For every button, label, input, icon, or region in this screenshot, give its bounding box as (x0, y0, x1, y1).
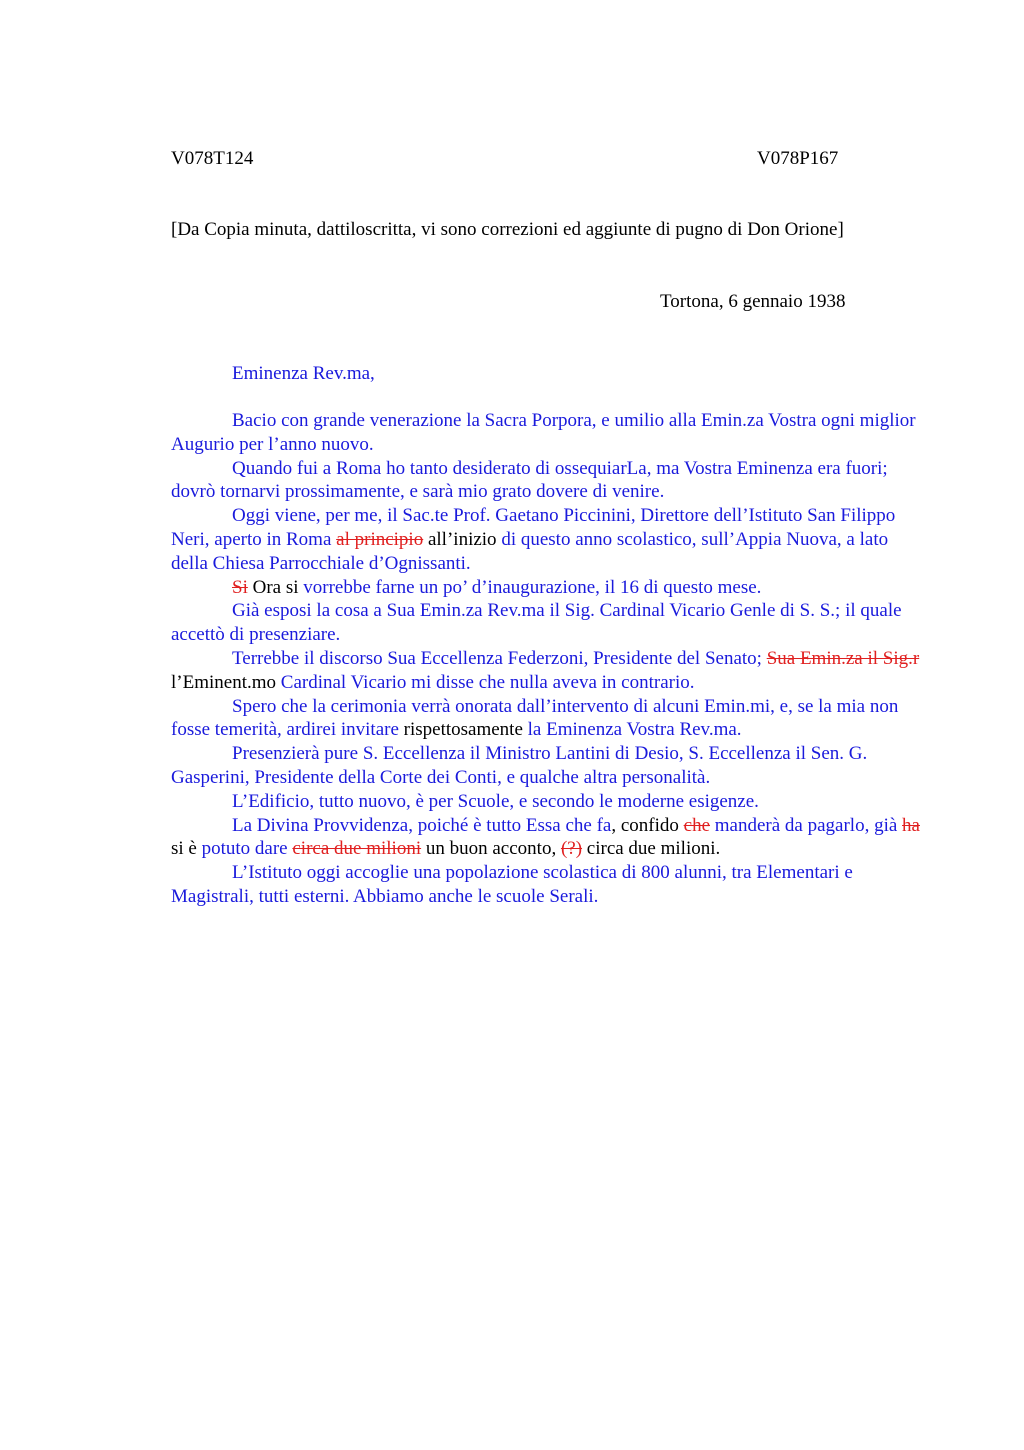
handwritten-addition: l’Eminent.mo (171, 671, 281, 693)
handwritten-addition: un buon acconto, (421, 838, 561, 860)
letter-paragraph (171, 790, 923, 814)
salutation: Eminenza Rev.ma, (232, 363, 375, 384)
typed-text: Già esposi la cosa a Sua Emin.za Rev.ma il Sig. Cardinal Vicario Genle di S. S.; il quale accettò di presenziare. (171, 600, 902, 646)
typed-text: L’Istituto oggi accoglie una popolazione scolastica di 800 alunni, tra Elementari e Magistrali, tutti esterni. Abbiamo anche le scuole Serali. (171, 862, 853, 907)
deleted-text: al principio (336, 528, 424, 550)
letter-paragraph (171, 695, 923, 743)
typed-text: Terrebbe il discorso Sua Eccellenza Federzoni, Presidente del Senato; (232, 647, 767, 669)
letter-paragraph (171, 504, 923, 575)
deleted-text: Si (232, 576, 248, 598)
handwritten-addition: Ora si (247, 576, 304, 598)
handwritten-addition: circa due milioni. (582, 838, 721, 860)
document-code-left: V078T124 (171, 148, 254, 169)
typed-text: Spero che la cerimonia verrà onorata dall’intervento di alcuni Emin.mi, e, se la mia non fosse temerità, ardirei invitare (171, 695, 899, 741)
typed-text: L’Edificio, tutto nuovo, è per Scuole, e secondo le moderne esigenze. (232, 790, 759, 812)
typed-text: Oggi viene, per me, il Sac.te Prof. Gaetano Piccinini, Direttore dell’Istituto San Filippo Neri, aperto in Roma (171, 505, 896, 550)
typed-text: vorrebbe farne un po’ d’inaugurazione, il 16 di questo mese. (303, 576, 762, 598)
letter-paragraph (171, 814, 923, 862)
handwritten-addition: rispettosamente (403, 719, 523, 741)
date-line: Tortona, 6 gennaio 1938 (660, 291, 846, 312)
typed-text: di questo anno scolastico, sull’Appia Nuova, a lato della Chiesa Parrocchiale d’Ognissanti. (171, 528, 889, 574)
letter-body (171, 409, 923, 909)
typed-text: La Divina Provvidenza, poiché è tutto Essa che fa (232, 814, 612, 836)
letter-paragraph (171, 861, 923, 909)
deleted-text: circa due milioni (292, 838, 422, 860)
typed-text: Cardinal Vicario mi disse che nulla aveva in contrario. (280, 671, 695, 693)
letter-paragraph (171, 599, 923, 647)
letter-paragraph (171, 457, 923, 505)
editorial-note: [Da Copia minuta, dattiloscritta, vi sono correzioni ed aggiunte di pugno di Don Orione] (171, 219, 844, 240)
handwritten-addition: , confido (611, 814, 684, 836)
deleted-text: Sua Emin.za il Sig.r (766, 647, 920, 669)
document-code-right: V078P167 (757, 148, 839, 169)
letter-paragraph (171, 409, 923, 457)
letter-paragraph (171, 576, 923, 600)
typed-text: la Eminenza Vostra Rev.ma. (522, 719, 742, 741)
handwritten-addition: si è (171, 838, 202, 860)
deleted-text: che (683, 814, 711, 836)
typed-text: Presenzierà pure S. Eccellenza il Ministro Lantini di Desio, S. Eccellenza il Sen. G. Gasperini, Presidente della Corte dei Conti, e qualche altra personalità. (171, 743, 868, 788)
deleted-text: ha (902, 814, 920, 836)
typed-text: potuto dare (201, 838, 293, 860)
letter-paragraph (171, 742, 923, 790)
typed-text: manderà da pagarlo, già (710, 814, 903, 836)
typed-text: Bacio con grande venerazione la Sacra Porpora, e umilio alla Emin.za Vostra ogni miglior Augurio per l’anno nuovo. (171, 410, 916, 455)
letter-paragraph (171, 647, 923, 695)
handwritten-addition: all’inizio (423, 528, 502, 550)
deleted-text: (?) (560, 838, 583, 860)
typed-text: Quando fui a Roma ho tanto desiderato di ossequiarLa, ma Vostra Eminenza era fuori; dovrò tornarvi prossimamente, e sarà mio grato dovere di venire. (171, 457, 888, 503)
